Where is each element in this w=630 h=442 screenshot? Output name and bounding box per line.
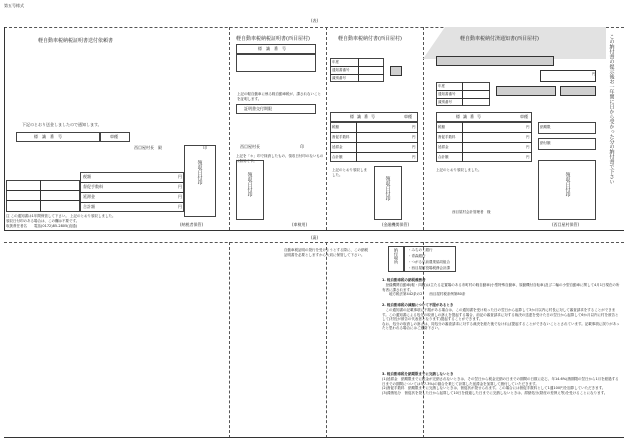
- p1-row-label: 標識番号: [34, 134, 66, 139]
- back-intro: 自動車税証明の発行を受けようとする際に、この納税証明書を必要としますから大切に保管して下さい。: [284, 248, 368, 257]
- p3-item-1: 督促手数料: [332, 135, 350, 139]
- p1-note-0: 注 この通知書は1年間保管して下さい。 上記のとおり領収しました。: [6, 214, 116, 218]
- p1-receipt-stamp-label: 領収日付印: [196, 160, 203, 185]
- p2-office: 西目屋村長: [240, 144, 260, 149]
- top-marker: (表): [311, 18, 319, 23]
- back-place-3: ・西目屋村役場税務会計課: [408, 266, 450, 270]
- p4-amount-2: 延滞金: [438, 145, 449, 149]
- p1-yen-2: 円: [178, 194, 182, 199]
- form-label: 第五号様式: [4, 3, 24, 8]
- p1-title: 軽自動車税納税証明書送付依頼書: [38, 38, 114, 44]
- p4-amount-1: 督促手数料: [438, 135, 456, 139]
- p4-vert: 領収日付印: [564, 172, 571, 197]
- p3-label: 標識番号: [350, 114, 378, 119]
- p4-row-1: 通知書番号: [438, 92, 456, 96]
- p1-item-3: 合計額: [83, 204, 95, 209]
- p3-yen-2: 円: [412, 145, 416, 149]
- p4-total: 納付額: [540, 141, 551, 145]
- p4-yen-2: 円: [526, 145, 530, 149]
- p2-holder: (車検用): [292, 222, 308, 227]
- p1-yen-1: 円: [178, 184, 182, 189]
- p4-bank: 西目屋村会計管理者 様: [452, 210, 491, 214]
- p2-title: 軽自動車税納税証明書(西目屋村): [236, 36, 310, 42]
- p1-yen-0: 円: [178, 174, 182, 179]
- back-places-label: 納付場所: [394, 248, 399, 264]
- p1-item-1: 督促手数料: [83, 184, 103, 189]
- back-section-1-head: 2. 軽自動車税の減額について不服があるとき: [382, 303, 454, 307]
- p4-car: 車種: [520, 114, 528, 119]
- p4-receipt: 上記のとおり領収しました。: [436, 168, 482, 172]
- p1-inkan: 印: [203, 145, 207, 150]
- p4-amount-3: 合計額: [438, 155, 449, 159]
- p4-holder: (西目屋村保管): [552, 222, 580, 227]
- p3-row-0: 年度: [332, 60, 339, 64]
- p2-note: 上記を「＊」印で抹消したもの、領収日付印のないものは無効です。: [236, 154, 324, 163]
- p1-yen-3: 円: [178, 204, 182, 209]
- p3-yen-1: 円: [412, 135, 416, 139]
- p4-row-0: 年度: [438, 84, 445, 88]
- middle-marker: (裏): [311, 235, 319, 240]
- p3-yen-3: 円: [412, 155, 416, 159]
- p4-yen-1: 円: [526, 135, 530, 139]
- p4-label: 標識番号: [456, 114, 484, 119]
- p2-text: 上記の軽自動車に係る軽自動車税が、課されないことを証明します。: [237, 92, 321, 101]
- p3-row-2: 識別番号: [332, 76, 346, 80]
- p1-office: 西目屋村長 殿: [134, 145, 162, 150]
- back-section-0-body: 登録機関自動車(軽・四輪)は主たる定置場のある市町村の軽自動車(小型特殊自動車、原動機付自転車)及び二輪の小型自動車に関して4月1日現在の所有者に課されます。 地方税法第442条の2 西目屋村税条例第80条: [382, 283, 620, 297]
- p3-row-1: 通知書番号: [332, 68, 350, 72]
- p4-yen-3: 円: [526, 155, 530, 159]
- side-vertical-note: この納付書の提示後お一年間に日から受かった分の納付書で下さい: [608, 34, 615, 184]
- back-place-2: ・つがる弘前農業協同組合: [408, 260, 450, 264]
- p3-item-0: 税額: [332, 125, 339, 129]
- p4-header-shade: [423, 27, 606, 59]
- back-section-2-body: (1)延滞金 納期限までに税金が完納されないときは、その翌日から税金完納の日までの期間の日数に応じ、年14.6%(納期限の翌日から1月を経過する日までの期間については年7.3%)の割合を乗じて計算した延滞金を加算して納付していただきます。 (2)督促手数料 納期限までに完納しないときは、督促状が発せられます。この場合には督促手数料として1通100円を加算していただきます。 (3)滞納処分 督促状を発した日から起算して10日を経過した日までに完納しないときは、滞納処分(財産の差押え等)を受けることになります。: [382, 377, 619, 395]
- p4-amount-0: 税額: [438, 125, 445, 129]
- p3-item-3: 合計額: [332, 155, 343, 159]
- p3-holder: (金融機関保管): [382, 222, 410, 227]
- back-section-1-body: この通知書の記載事項に不服がある場合は、この通知書を受け取った日の翌日から起算して3か月以内に村長に対して審査請求をすることができます。この通知書による処分の取消しの訴えを提起する場合、前記の審査請求に対する裁決の送達を受けた日の翌日から起算して6か月以内に村を被告として(村長が被告の代表者となります)提起することができます。 なお、処分の取消しの訴えは、同処分の審査請求に対する裁決を経た後でなければ提起することができないこととされています。記載事項に誤りがあったと思われる場合にはご連絡下さい。: [382, 308, 620, 331]
- p3-vert: 領収日付印: [384, 176, 391, 201]
- p3-item-2: 延滞金: [332, 145, 343, 149]
- back-place-0: ・みちのく銀行: [408, 248, 433, 252]
- p2-stamp-label: 証明書交付期限: [244, 106, 272, 111]
- p3-gray-box: [390, 66, 402, 76]
- p4-yen-top: 円: [592, 72, 596, 76]
- p1-note-3: 取扱責任者名 電話(0172)85-2805(直通): [6, 224, 77, 228]
- p1-address-note: 下記のとおり送金しましたので通知します。: [22, 122, 102, 127]
- p4-title: 軽自動車税納付済通知書(西目屋村): [460, 36, 539, 42]
- p3-car: 車種: [404, 114, 412, 119]
- p3-title: 軽自動車税納付書(西目屋村): [338, 36, 402, 42]
- p4-barcode-area: [436, 56, 554, 66]
- p4-gray-box: [496, 86, 556, 96]
- p3-yen-0: 円: [412, 125, 416, 129]
- back-section-2-head: 3. 軽自動車税を納期限までに完納しないとき: [382, 372, 454, 376]
- p2-inkan: 印: [300, 144, 304, 149]
- back-place-1: ・青森銀行: [408, 254, 426, 258]
- p2-vert: 領収日付印: [246, 172, 253, 197]
- p3-receipt: 上記のとおり領収しました。: [332, 168, 367, 177]
- p1-note-1: 領収日付印のある場合は、この欄は不要です。: [6, 219, 80, 223]
- p2-label: 標識番号: [258, 46, 290, 51]
- p1-holder: (納税者保管): [180, 222, 204, 227]
- p1-car-label: 車種: [110, 134, 118, 139]
- p1-item-2: 延滞金: [83, 194, 95, 199]
- p1-item-0: 税額: [83, 174, 91, 179]
- p4-deadline: 納期限: [540, 125, 551, 129]
- p4-yen-0: 円: [526, 125, 530, 129]
- back-section-0-head: 1. 軽自動車税の納税義務者: [382, 278, 426, 282]
- p4-row-2: 識別番号: [438, 100, 452, 104]
